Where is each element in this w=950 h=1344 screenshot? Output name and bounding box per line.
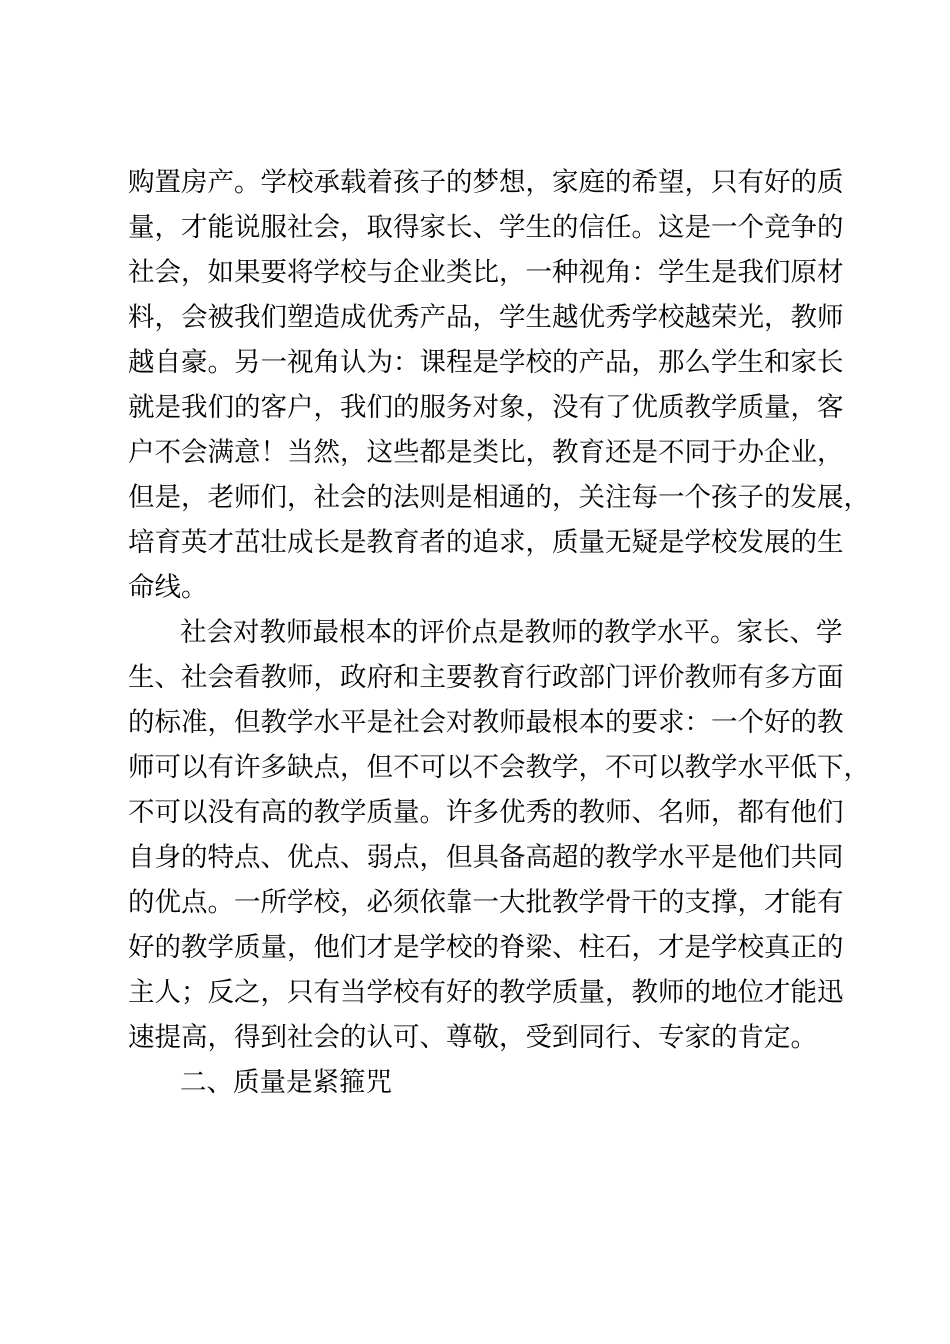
- text-line: 生、社会看教师，政府和主要教育行政部门评价教师有多方面: [128, 662, 844, 693]
- text-line: 料，会被我们塑造成优秀产品，学生越优秀学校越荣光，教师: [128, 302, 844, 333]
- text-line: 好的教学质量，他们才是学校的脊梁、柱石，才是学校真正的: [128, 932, 844, 963]
- section-heading: 二、质量是紧箍咒: [180, 1067, 392, 1098]
- text-line: 自身的特点、优点、弱点，但具备高超的教学水平是他们共同: [128, 842, 844, 873]
- text-line: 量，才能说服社会，取得家长、学生的信任。这是一个竞争的: [128, 212, 844, 243]
- text-line: 的标准，但教学水平是社会对教师最根本的要求：一个好的教: [128, 707, 844, 738]
- text-line: 培育英才茁壮成长是教育者的追求，质量无疑是学校发展的生: [128, 527, 844, 558]
- text-line: 社会对教师最根本的评价点是教师的教学水平。家长、学: [180, 617, 843, 648]
- text-line: 购置房产。学校承载着孩子的梦想，家庭的希望，只有好的质: [128, 167, 844, 198]
- text-line: 师可以有许多缺点，但不可以不会教学，不可以教学水平低下，: [128, 752, 870, 783]
- text-line: 的优点。一所学校，必须依靠一大批教学骨干的支撑，才能有: [128, 887, 844, 918]
- text-line: 社会，如果要将学校与企业类比，一种视角：学生是我们原材: [128, 257, 844, 288]
- text-line: 就是我们的客户，我们的服务对象，没有了优质教学质量，客: [128, 392, 844, 423]
- document-body: [128, 160, 870, 1105]
- text-line: 速提高，得到社会的认可、尊敬，受到同行、专家的肯定。: [128, 1022, 817, 1053]
- text-line: 但是，老师们，社会的法则是相通的，关注每一个孩子的发展，: [128, 482, 870, 513]
- text-line: 命线。: [128, 572, 208, 603]
- text-line: 越自豪。另一视角认为：课程是学校的产品，那么学生和家长: [128, 347, 844, 378]
- paragraph-2: [128, 610, 870, 1060]
- text-line: 户不会满意！当然，这些都是类比，教育还是不同于办企业，: [128, 437, 844, 468]
- text-line: 不可以没有高的教学质量。许多优秀的教师、名师，都有他们: [128, 797, 844, 828]
- text-line: 主人；反之，只有当学校有好的教学质量，教师的地位才能迅: [128, 977, 844, 1008]
- paragraph-1: [128, 160, 870, 610]
